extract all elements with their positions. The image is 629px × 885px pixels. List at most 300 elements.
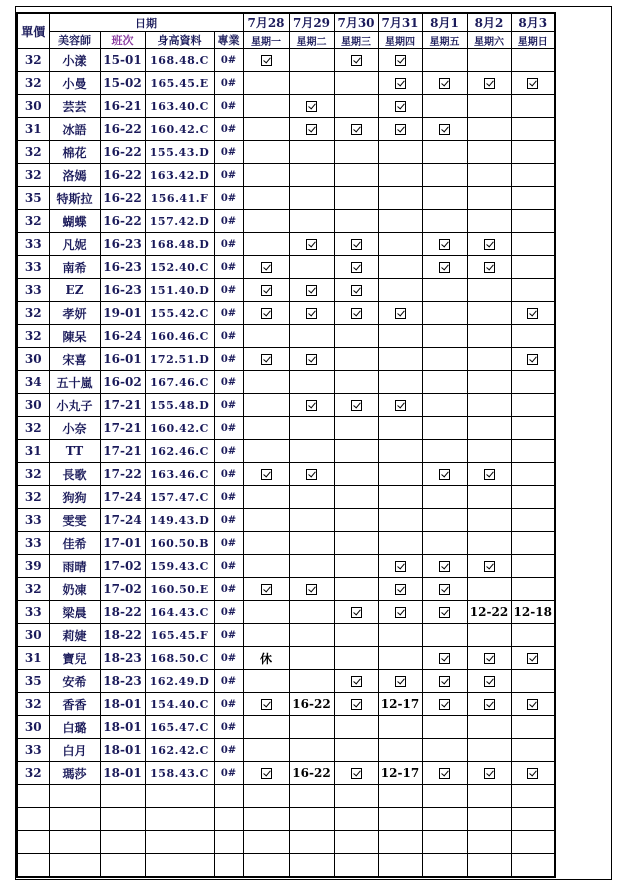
schedule-cell[interactable] [334, 118, 378, 141]
schedule-cell[interactable] [511, 624, 555, 647]
schedule-cell[interactable] [243, 463, 289, 486]
schedule-cell[interactable] [289, 95, 334, 118]
schedule-cell[interactable] [243, 509, 289, 532]
body-data-cell: 162.49.D [145, 670, 214, 693]
schedule-cell[interactable] [334, 486, 378, 509]
schedule-cell[interactable] [422, 187, 467, 210]
schedule-cell[interactable] [467, 72, 511, 95]
schedule-cell[interactable] [467, 486, 511, 509]
schedule-cell[interactable] [422, 624, 467, 647]
empty-cell[interactable] [100, 808, 145, 831]
schedule-cell[interactable] [511, 394, 555, 417]
schedule-cell[interactable] [378, 118, 422, 141]
schedule-cell[interactable] [243, 256, 289, 279]
empty-cell[interactable] [49, 831, 100, 854]
empty-cell[interactable] [100, 831, 145, 854]
empty-cell[interactable] [289, 808, 334, 831]
schedule-cell[interactable] [334, 532, 378, 555]
schedule-cell[interactable] [334, 762, 378, 785]
schedule-cell[interactable] [378, 555, 422, 578]
schedule-cell[interactable] [378, 739, 422, 762]
schedule-cell[interactable] [467, 762, 511, 785]
checkbox-checked-icon [527, 768, 538, 779]
empty-cell[interactable] [214, 854, 243, 878]
empty-cell[interactable] [214, 785, 243, 808]
schedule-cell[interactable] [422, 233, 467, 256]
schedule-cell[interactable] [422, 417, 467, 440]
schedule-cell[interactable] [422, 762, 467, 785]
schedule-cell[interactable] [511, 233, 555, 256]
schedule-cell[interactable] [422, 49, 467, 72]
schedule-cell[interactable] [243, 670, 289, 693]
schedule-cell[interactable] [467, 348, 511, 371]
price-cell: 31 [17, 118, 49, 141]
schedule-cell[interactable] [467, 716, 511, 739]
schedule-cell[interactable] [378, 601, 422, 624]
schedule-cell[interactable] [334, 693, 378, 716]
schedule-cell[interactable] [422, 693, 467, 716]
schedule-cell[interactable] [289, 532, 334, 555]
schedule-cell[interactable] [289, 739, 334, 762]
schedule-cell[interactable] [243, 187, 289, 210]
schedule-cell[interactable] [289, 647, 334, 670]
schedule-cell[interactable] [243, 348, 289, 371]
schedule-cell[interactable] [334, 509, 378, 532]
schedule-cell[interactable] [378, 233, 422, 256]
schedule-cell[interactable] [289, 463, 334, 486]
schedule-cell[interactable] [467, 210, 511, 233]
schedule-cell[interactable] [467, 509, 511, 532]
empty-cell[interactable] [378, 808, 422, 831]
schedule-cell[interactable] [334, 624, 378, 647]
spec-cell: 0# [214, 486, 243, 509]
empty-cell[interactable] [422, 785, 467, 808]
schedule-cell[interactable] [511, 210, 555, 233]
schedule-cell[interactable] [334, 348, 378, 371]
empty-cell[interactable] [378, 854, 422, 878]
schedule-cell[interactable] [289, 693, 334, 716]
schedule-cell[interactable] [334, 578, 378, 601]
schedule-cell[interactable] [334, 187, 378, 210]
schedule-cell[interactable] [378, 716, 422, 739]
schedule-cell[interactable] [378, 647, 422, 670]
schedule-cell[interactable] [378, 394, 422, 417]
schedule-cell[interactable] [467, 118, 511, 141]
empty-cell[interactable] [100, 785, 145, 808]
schedule-cell[interactable] [243, 601, 289, 624]
schedule-cell[interactable] [511, 164, 555, 187]
name-cell: 小奈 [49, 417, 100, 440]
empty-cell[interactable] [17, 831, 49, 854]
schedule-cell[interactable] [334, 72, 378, 95]
schedule-cell[interactable] [467, 49, 511, 72]
schedule-cell[interactable] [422, 670, 467, 693]
schedule-cell[interactable] [378, 348, 422, 371]
schedule-cell[interactable] [378, 279, 422, 302]
schedule-cell[interactable] [467, 371, 511, 394]
schedule-cell[interactable] [243, 532, 289, 555]
schedule-cell[interactable] [289, 118, 334, 141]
schedule-cell[interactable] [289, 325, 334, 348]
schedule-cell[interactable] [511, 486, 555, 509]
schedule-cell[interactable] [334, 647, 378, 670]
schedule-cell[interactable] [378, 325, 422, 348]
empty-cell[interactable] [422, 854, 467, 878]
schedule-cell[interactable] [467, 463, 511, 486]
schedule-cell[interactable] [243, 647, 289, 670]
schedule-cell[interactable] [289, 624, 334, 647]
schedule-cell[interactable] [422, 601, 467, 624]
schedule-cell[interactable] [467, 693, 511, 716]
schedule-cell[interactable] [511, 601, 555, 624]
empty-cell[interactable] [17, 808, 49, 831]
price-cell: 32 [17, 72, 49, 95]
schedule-cell[interactable] [334, 601, 378, 624]
empty-cell[interactable] [289, 854, 334, 878]
table-row [17, 762, 555, 785]
empty-cell[interactable] [378, 785, 422, 808]
schedule-cell[interactable] [511, 417, 555, 440]
schedule-cell[interactable] [378, 578, 422, 601]
code-cell: 16-02 [100, 371, 145, 394]
schedule-cell[interactable] [243, 624, 289, 647]
checkbox-checked-icon [527, 354, 538, 365]
schedule-cell[interactable] [334, 716, 378, 739]
schedule-cell[interactable] [378, 256, 422, 279]
schedule-cell[interactable] [511, 141, 555, 164]
schedule-cell[interactable] [511, 95, 555, 118]
schedule-cell[interactable] [511, 647, 555, 670]
schedule-cell[interactable] [422, 555, 467, 578]
empty-cell[interactable] [214, 831, 243, 854]
schedule-cell[interactable] [422, 463, 467, 486]
schedule-cell[interactable] [467, 325, 511, 348]
schedule-cell[interactable] [422, 371, 467, 394]
schedule-cell[interactable] [378, 670, 422, 693]
schedule-cell[interactable] [289, 555, 334, 578]
empty-cell[interactable] [422, 808, 467, 831]
schedule-cell[interactable] [511, 578, 555, 601]
schedule-cell[interactable] [511, 49, 555, 72]
schedule-cell[interactable] [289, 302, 334, 325]
empty-cell[interactable] [100, 854, 145, 878]
schedule-cell[interactable] [243, 486, 289, 509]
schedule-cell[interactable] [289, 187, 334, 210]
schedule-cell[interactable] [378, 371, 422, 394]
empty-cell[interactable] [334, 854, 378, 878]
schedule-cell[interactable] [511, 555, 555, 578]
schedule-cell[interactable] [511, 716, 555, 739]
schedule-cell[interactable] [511, 463, 555, 486]
schedule-cell[interactable] [467, 601, 511, 624]
empty-cell[interactable] [334, 808, 378, 831]
schedule-cell[interactable] [511, 762, 555, 785]
schedule-cell[interactable] [378, 440, 422, 463]
schedule-cell[interactable] [243, 716, 289, 739]
empty-cell[interactable] [17, 785, 49, 808]
schedule-cell[interactable] [422, 164, 467, 187]
body-data-cell: 163.42.D [145, 164, 214, 187]
schedule-cell[interactable] [334, 279, 378, 302]
schedule-cell[interactable] [334, 325, 378, 348]
schedule-cell[interactable] [378, 141, 422, 164]
schedule-cell[interactable] [243, 164, 289, 187]
spec-cell: 0# [214, 739, 243, 762]
schedule-cell[interactable] [334, 95, 378, 118]
schedule-cell[interactable] [243, 118, 289, 141]
schedule-cell[interactable] [289, 371, 334, 394]
schedule-cell[interactable] [334, 739, 378, 762]
empty-cell[interactable] [334, 831, 378, 854]
schedule-cell[interactable] [378, 693, 422, 716]
schedule-cell[interactable] [511, 72, 555, 95]
empty-cell[interactable] [467, 785, 511, 808]
schedule-text: 12-17 [380, 765, 420, 780]
schedule-cell[interactable] [243, 394, 289, 417]
schedule-cell[interactable] [378, 164, 422, 187]
schedule-cell[interactable] [243, 578, 289, 601]
schedule-cell[interactable] [289, 256, 334, 279]
empty-cell[interactable] [145, 785, 214, 808]
schedule-cell[interactable] [378, 417, 422, 440]
schedule-cell[interactable] [334, 233, 378, 256]
schedule-cell[interactable] [511, 440, 555, 463]
schedule-cell[interactable] [289, 348, 334, 371]
schedule-cell[interactable] [422, 716, 467, 739]
schedule-cell[interactable] [467, 279, 511, 302]
empty-cell[interactable] [289, 831, 334, 854]
schedule-cell[interactable] [289, 486, 334, 509]
schedule-cell[interactable] [422, 141, 467, 164]
schedule-cell[interactable] [243, 417, 289, 440]
empty-cell[interactable] [243, 785, 289, 808]
price-cell: 32 [17, 417, 49, 440]
schedule-cell[interactable] [511, 509, 555, 532]
schedule-cell[interactable] [467, 440, 511, 463]
schedule-cell[interactable] [422, 118, 467, 141]
schedule-cell[interactable] [467, 417, 511, 440]
schedule-cell[interactable] [467, 532, 511, 555]
schedule-cell[interactable] [243, 440, 289, 463]
empty-cell[interactable] [49, 785, 100, 808]
schedule-cell[interactable] [334, 302, 378, 325]
schedule-cell[interactable] [334, 164, 378, 187]
checkbox-checked-icon [395, 55, 406, 66]
schedule-cell[interactable] [467, 647, 511, 670]
schedule-cell[interactable] [422, 440, 467, 463]
schedule-cell[interactable] [243, 233, 289, 256]
schedule-cell[interactable] [511, 302, 555, 325]
schedule-cell[interactable] [289, 164, 334, 187]
schedule-cell[interactable] [378, 463, 422, 486]
empty-cell[interactable] [243, 808, 289, 831]
schedule-cell[interactable] [289, 233, 334, 256]
schedule-cell[interactable] [467, 233, 511, 256]
schedule-cell[interactable] [289, 72, 334, 95]
schedule-cell[interactable] [243, 762, 289, 785]
schedule-cell[interactable] [422, 578, 467, 601]
schedule-cell[interactable] [334, 394, 378, 417]
schedule-cell[interactable] [467, 578, 511, 601]
checkbox-checked-icon [351, 285, 362, 296]
empty-cell[interactable] [49, 854, 100, 878]
empty-cell[interactable] [49, 808, 100, 831]
schedule-cell[interactable] [378, 486, 422, 509]
schedule-cell[interactable] [422, 72, 467, 95]
schedule-cell[interactable] [467, 670, 511, 693]
schedule-cell[interactable] [467, 164, 511, 187]
schedule-cell[interactable] [511, 532, 555, 555]
schedule-cell[interactable] [334, 49, 378, 72]
schedule-cell[interactable] [243, 210, 289, 233]
price-cell: 35 [17, 670, 49, 693]
empty-cell[interactable] [467, 854, 511, 878]
schedule-cell[interactable] [289, 578, 334, 601]
checkbox-checked-icon [261, 469, 272, 480]
schedule-cell[interactable] [334, 555, 378, 578]
schedule-cell[interactable] [422, 532, 467, 555]
schedule-cell[interactable] [467, 187, 511, 210]
empty-cell[interactable] [17, 854, 49, 878]
schedule-cell[interactable] [511, 325, 555, 348]
empty-cell[interactable] [511, 785, 555, 808]
schedule-cell[interactable] [289, 509, 334, 532]
empty-cell[interactable] [422, 831, 467, 854]
header-weekday: 星期五 [422, 32, 467, 49]
schedule-cell[interactable] [334, 670, 378, 693]
empty-cell[interactable] [243, 831, 289, 854]
empty-cell[interactable] [511, 854, 555, 878]
schedule-cell[interactable] [422, 95, 467, 118]
spec-cell: 0# [214, 348, 243, 371]
schedule-cell[interactable] [378, 49, 422, 72]
schedule-cell[interactable] [243, 371, 289, 394]
table-row [17, 233, 555, 256]
schedule-cell[interactable] [511, 693, 555, 716]
schedule-cell[interactable] [334, 440, 378, 463]
schedule-cell[interactable] [422, 739, 467, 762]
schedule-cell[interactable] [289, 210, 334, 233]
schedule-cell[interactable] [289, 417, 334, 440]
body-data-cell: 163.46.C [145, 463, 214, 486]
schedule-cell[interactable] [378, 532, 422, 555]
schedule-cell[interactable] [467, 95, 511, 118]
empty-cell[interactable] [467, 831, 511, 854]
table-row [17, 394, 555, 417]
schedule-cell[interactable] [289, 601, 334, 624]
schedule-cell[interactable] [334, 210, 378, 233]
schedule-cell[interactable] [467, 394, 511, 417]
schedule-cell[interactable] [243, 141, 289, 164]
schedule-cell[interactable] [378, 187, 422, 210]
schedule-cell[interactable] [378, 210, 422, 233]
schedule-cell[interactable] [289, 141, 334, 164]
schedule-cell[interactable] [289, 716, 334, 739]
schedule-cell[interactable] [289, 49, 334, 72]
schedule-cell[interactable] [378, 509, 422, 532]
schedule-cell[interactable] [422, 210, 467, 233]
code-cell: 16-22 [100, 118, 145, 141]
schedule-cell[interactable] [378, 95, 422, 118]
empty-cell[interactable] [214, 808, 243, 831]
schedule-cell[interactable] [243, 693, 289, 716]
schedule-cell[interactable] [334, 141, 378, 164]
schedule-cell[interactable] [467, 624, 511, 647]
schedule-cell[interactable] [467, 555, 511, 578]
schedule-cell[interactable] [334, 417, 378, 440]
empty-cell[interactable] [243, 854, 289, 878]
empty-row [17, 831, 555, 854]
schedule-cell[interactable] [422, 486, 467, 509]
schedule-cell[interactable] [243, 279, 289, 302]
schedule-cell[interactable] [334, 371, 378, 394]
schedule-cell[interactable] [467, 141, 511, 164]
schedule-cell[interactable] [422, 348, 467, 371]
schedule-cell[interactable] [422, 279, 467, 302]
empty-cell[interactable] [289, 785, 334, 808]
schedule-cell[interactable] [467, 302, 511, 325]
checkbox-checked-icon [527, 699, 538, 710]
empty-cell[interactable] [511, 808, 555, 831]
schedule-cell[interactable] [467, 739, 511, 762]
schedule-cell[interactable] [422, 302, 467, 325]
header-weekday: 星期一 [243, 32, 289, 49]
empty-cell[interactable] [378, 831, 422, 854]
schedule-cell[interactable] [289, 670, 334, 693]
schedule-cell[interactable] [511, 256, 555, 279]
schedule-cell[interactable] [378, 624, 422, 647]
empty-cell[interactable] [145, 854, 214, 878]
schedule-cell[interactable] [243, 739, 289, 762]
schedule-cell[interactable] [243, 555, 289, 578]
schedule-cell[interactable] [243, 95, 289, 118]
empty-cell[interactable] [467, 808, 511, 831]
schedule-cell[interactable] [289, 762, 334, 785]
schedule-cell[interactable] [243, 72, 289, 95]
schedule-cell[interactable] [511, 670, 555, 693]
schedule-cell[interactable] [422, 256, 467, 279]
schedule-cell[interactable] [289, 394, 334, 417]
empty-cell[interactable] [334, 785, 378, 808]
schedule-cell[interactable] [243, 302, 289, 325]
schedule-cell[interactable] [334, 256, 378, 279]
schedule-cell[interactable] [422, 647, 467, 670]
empty-cell[interactable] [145, 831, 214, 854]
schedule-cell[interactable] [422, 394, 467, 417]
schedule-cell[interactable] [511, 371, 555, 394]
empty-cell[interactable] [145, 808, 214, 831]
schedule-cell[interactable] [511, 739, 555, 762]
name-cell: 洛嫣 [49, 164, 100, 187]
schedule-cell[interactable] [378, 302, 422, 325]
empty-cell[interactable] [511, 831, 555, 854]
schedule-cell[interactable] [422, 325, 467, 348]
schedule-cell[interactable] [378, 72, 422, 95]
schedule-cell[interactable] [511, 118, 555, 141]
schedule-cell[interactable] [467, 256, 511, 279]
schedule-cell[interactable] [243, 49, 289, 72]
schedule-cell[interactable] [334, 463, 378, 486]
schedule-cell[interactable] [289, 440, 334, 463]
schedule-cell[interactable] [289, 279, 334, 302]
schedule-cell[interactable] [378, 762, 422, 785]
schedule-cell[interactable] [422, 509, 467, 532]
body-data-cell: 158.43.C [145, 762, 214, 785]
schedule-cell[interactable] [243, 325, 289, 348]
schedule-cell[interactable] [511, 279, 555, 302]
schedule-cell[interactable] [511, 348, 555, 371]
schedule-cell[interactable] [511, 187, 555, 210]
